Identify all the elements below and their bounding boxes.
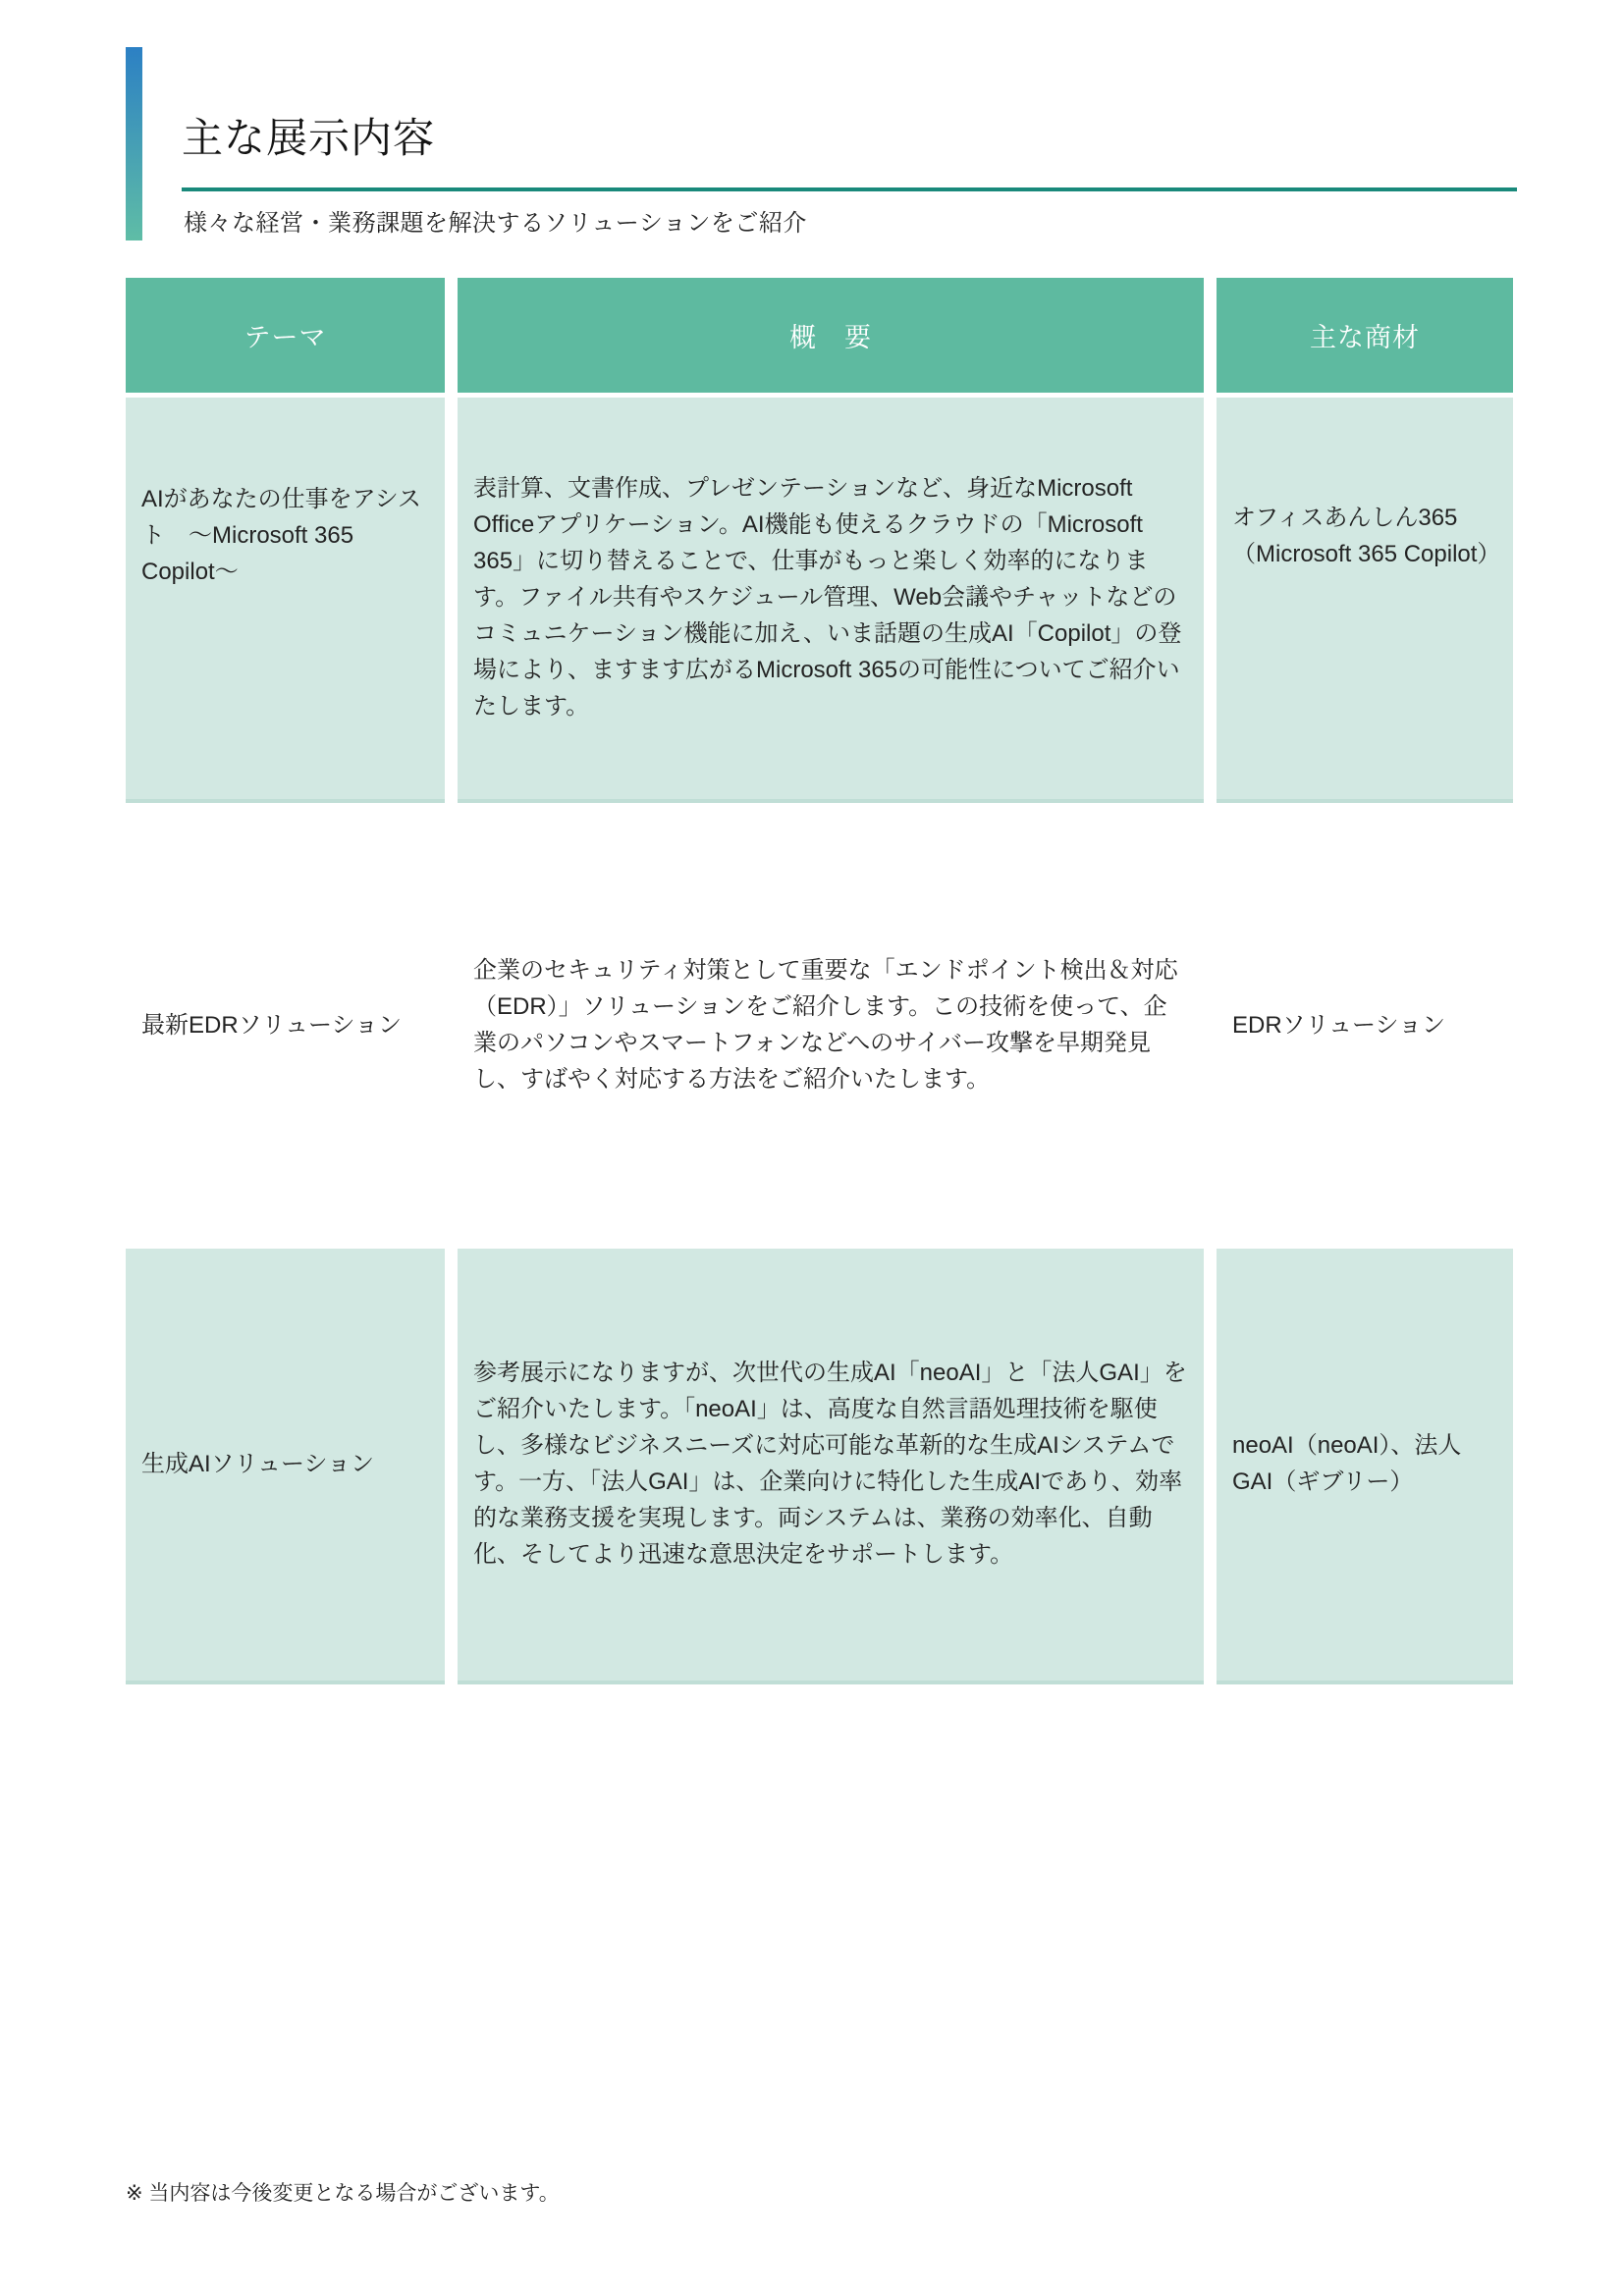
column-header-products: 主な商材 (1217, 278, 1513, 393)
column-header-theme: テーマ (126, 278, 445, 393)
summary-cell: 企業のセキュリティ対策として重要な「エンドポイント検出＆対応（EDR）」ソリューションをご紹介します。この技術を使って、企業のパソコンやスマートフォンなどへのサイバー攻撃を早期発見し、すばやく対応する方法をご紹介いたします。 (458, 808, 1204, 1244)
products-cell: オフィスあんしん365（Microsoft 365 Copilot） (1217, 398, 1513, 803)
footnote: ※ 当内容は今後変更となる場合がございます。 (126, 2182, 560, 2205)
theme-cell: 最新EDRソリューション (126, 808, 445, 1244)
theme-cell: AIがあなたの仕事をアシスト ～Microsoft 365 Copilot～ (126, 398, 445, 803)
accent-bar (126, 47, 142, 240)
exhibition-table (126, 278, 1513, 1684)
title-divider (182, 187, 1517, 191)
theme-cell: 生成AIソリューション (126, 1249, 445, 1684)
page-title: 主な展示内容 (182, 115, 436, 161)
page-subtitle: 様々な経営・業務課題を解決するソリューションをご紹介 (184, 210, 807, 237)
summary-cell: 表計算、文書作成、プレゼンテーションなど、身近なMicrosoft Officeアプリケーション。AI機能も使えるクラウドの「Microsoft 365」に切り替えることで、仕事がもっと楽しく効率的になります。ファイル共有やスケジュール管理、Web会議やチャットなどのコミュニケーション機能に加え、いま話題の生成AI「Copilot」の登場により、ますます広がるMicrosoft 365の可能性についてご紹介いたします。 (458, 398, 1204, 803)
column-header-summary: 概 要 (458, 278, 1204, 393)
products-cell: EDRソリューション (1217, 808, 1513, 1244)
summary-cell: 参考展示になりますが、次世代の生成AI「neoAI」と「法人GAI」をご紹介いたします。「neoAI」は、高度な自然言語処理技術を駆使し、多様なビジネスニーズに対応可能な革新的な生成AIシステムです。一方、「法人GAI」は、企業向けに特化した生成AIであり、効率的な業務支援を実現します。両システムは、業務の効率化、自動化、そしてより迅速な意思決定をサポートします。 (458, 1249, 1204, 1684)
products-cell: neoAI（neoAI）、法人GAI（ギブリー） (1217, 1249, 1513, 1684)
